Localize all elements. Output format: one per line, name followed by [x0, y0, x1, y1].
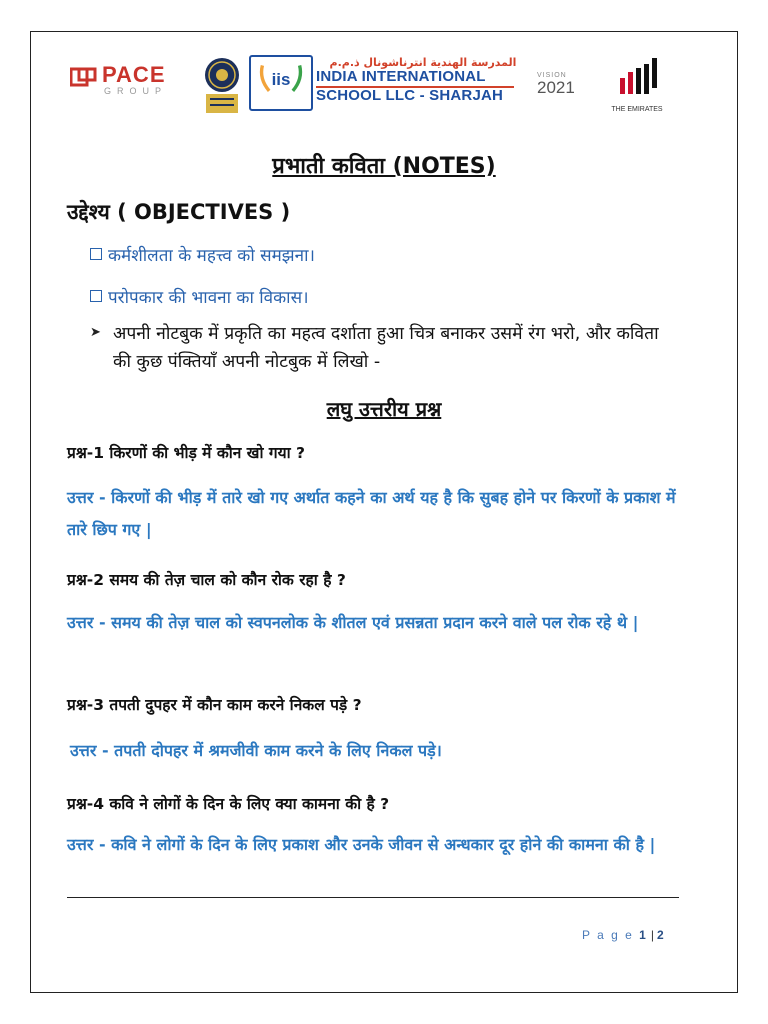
- pace-group-text: GROUP: [104, 86, 168, 96]
- iis-logo: [249, 55, 313, 111]
- the-emirates-logo: [602, 56, 672, 120]
- question: प्रश्न-2 समय की तेज़ चाल को कौन रोक रहा है ?: [67, 571, 346, 589]
- vision-label: VISION: [537, 72, 567, 79]
- record-holder-logo: [202, 57, 242, 115]
- answer: उत्तर - तपती दोपहर में श्रमजीवी काम करने के लिए निकल पड़े।: [70, 741, 442, 760]
- school-name-block: [316, 56, 530, 104]
- iis-emblem-text: iis: [271, 69, 291, 89]
- page-separator: |: [650, 928, 654, 942]
- question: प्रश्न-1 किरणों की भीड़ में कौन खो गया ?: [67, 444, 305, 462]
- answer: उत्तर - किरणों की भीड़ में तारे खो गए अर्थात कहने का अर्थ यह है कि सुबह होने पर किरणों के प्रकाश में तारे छिप गए |: [67, 488, 676, 539]
- pace-mark-icon: [70, 66, 98, 88]
- objectives-heading: उद्देश्य ( OBJECTIVES ): [67, 200, 291, 224]
- school-name-line2: SCHOOL LLC - SHARJAH: [316, 87, 504, 104]
- emirates-bars-icon: [602, 56, 672, 100]
- emirates-label: THE EMIRATES: [611, 106, 663, 113]
- vision-2021-logo: [537, 72, 593, 108]
- header-logos: [30, 52, 738, 122]
- footer-rule: [67, 897, 679, 898]
- instruction-text: अपनी नोटबुक में प्रकृति का महत्व दर्शाता हुआ चित्र बनाकर उसमें रंग भरो, और कविता की कुछ पंक्तियाँ अपनी नोटबुक में लिखो -: [113, 324, 659, 372]
- page-title: प्रभाती कविता (NOTES): [272, 154, 496, 179]
- objective-item: [90, 243, 315, 266]
- checkbox-icon: [90, 248, 102, 260]
- checkbox-icon: [90, 290, 102, 302]
- arrow-bullet-icon: ➤: [90, 325, 101, 340]
- iis-emblem-icon: [251, 57, 311, 101]
- school-name-arabic: المدرسة الهندية انترناشونال ذ.م.م: [329, 56, 517, 69]
- vision-year: 2021: [537, 78, 575, 97]
- pace-name: PACE: [102, 62, 166, 87]
- page-word: P a g e: [582, 928, 634, 942]
- objective-text: कर्मशीलता के महत्त्व को समझना।: [108, 246, 315, 266]
- question: प्रश्न-4 कवि ने लोगों के दिन के लिए क्या कामना की है ?: [67, 795, 390, 813]
- question: प्रश्न-3 तपती दुपहर में कौन काम करने निकल पड़े ?: [67, 696, 362, 714]
- objective-item: [90, 285, 309, 308]
- objective-text: परोपकार की भावना का विकास।: [108, 288, 309, 308]
- page-number: [582, 928, 666, 942]
- record-holder-icon: [202, 57, 242, 115]
- pace-group-logo: [70, 62, 194, 98]
- current-page: 1: [639, 928, 648, 942]
- answer: उत्तर - समय की तेज़ चाल को स्वपनलोक के शीतल एवं प्रसन्नता प्रदान करने वाले पल रोक रहे थे |: [67, 613, 639, 632]
- short-questions-heading: लघु उत्तरीय प्रश्न: [326, 397, 442, 421]
- school-name-line1: INDIA INTERNATIONAL: [316, 68, 486, 85]
- answer: उत्तर - कवि ने लोगों के दिन के लिए प्रकाश और उनके जीवन से अन्धकार दूर होने की कामना की है |: [67, 835, 656, 854]
- total-pages: 2: [656, 928, 666, 942]
